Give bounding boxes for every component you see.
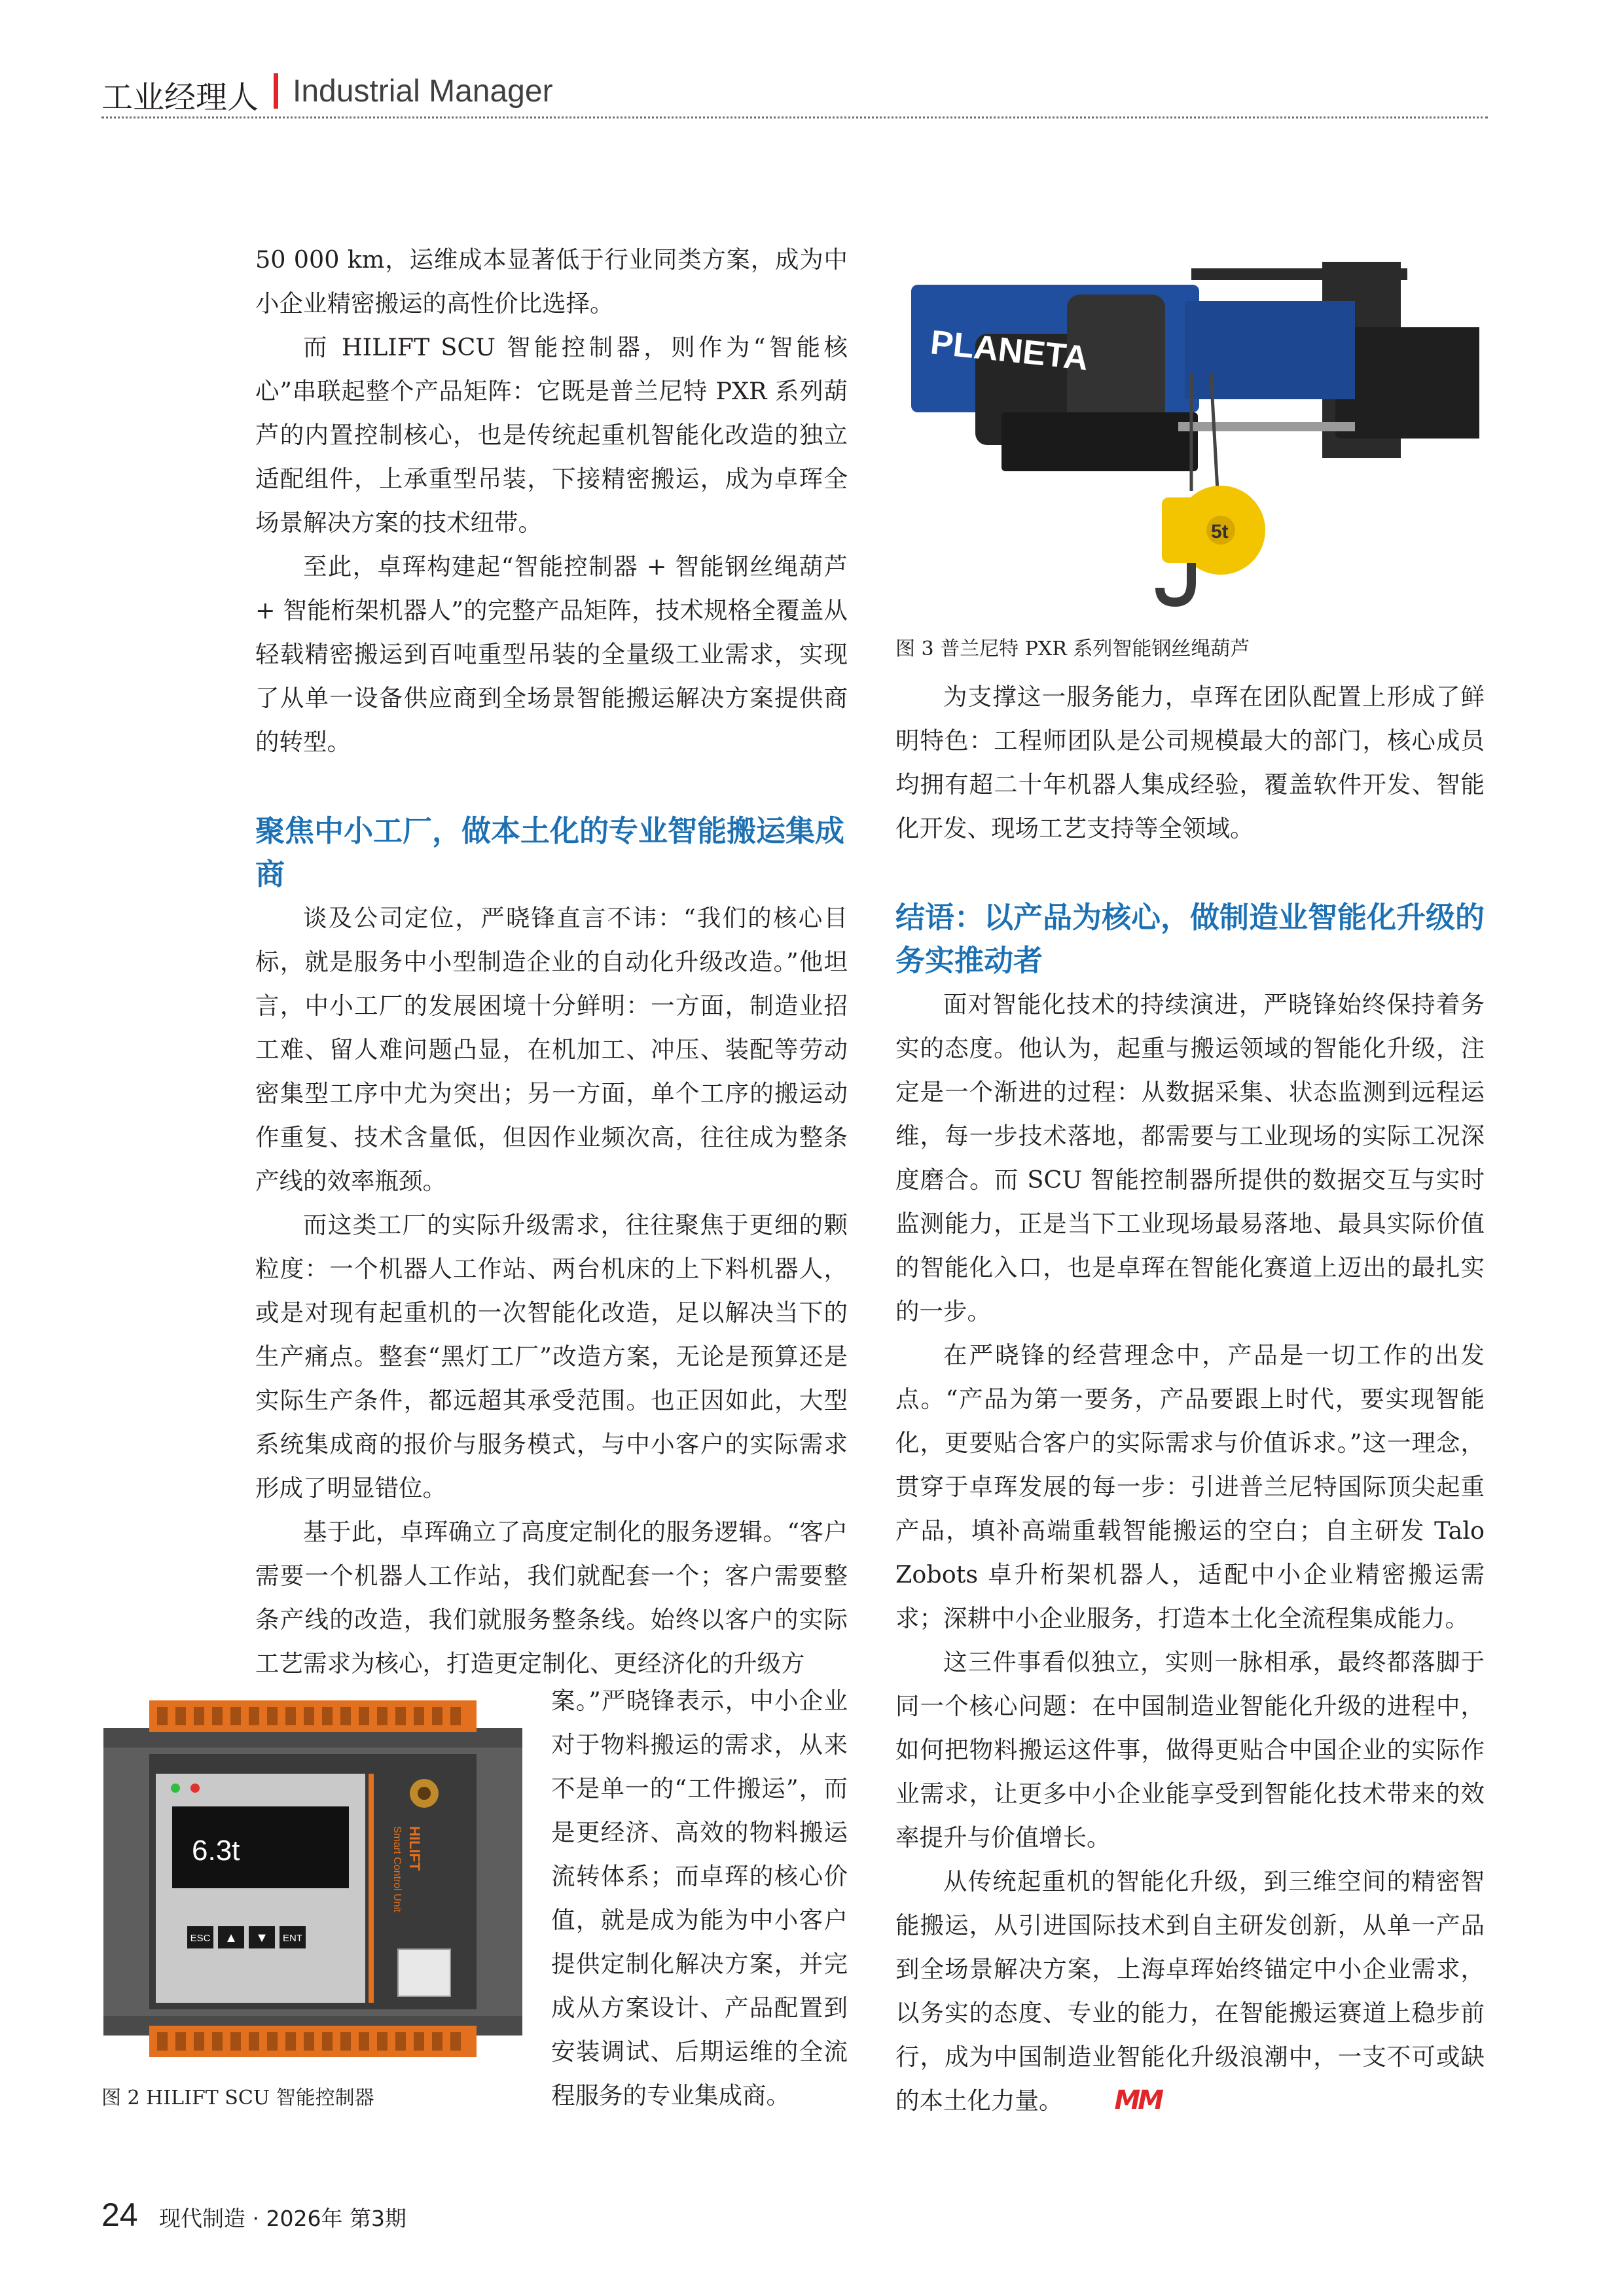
left-column-wrap-text [551, 1679, 848, 2117]
paragraph: 这三件事看似独立，实则一脉相承，最终都落脚于同一个核心问题：在中国制造业智能化升级的进程中，如何把物料搬运这件事，做得更贴合中国企业的实际作业需求，让更多中小企业能享受到智能化技术带来的效率提升与价值增长。 [895, 1648, 1485, 1852]
end-mark-logo: MM [1114, 2085, 1162, 2115]
paragraph: 而 HILIFT SCU 智能控制器，则作为“智能核心”串联起整个产品矩阵：它既是普兰尼特 PXR 系列葫芦的内置控制核心，也是传统起重机智能化改造的独立适配组件，上承重型吊装，下接精密搬运，成为卓珲全场景解决方案的技术纽带。 [255, 333, 848, 537]
page-header [101, 71, 1483, 118]
controller-button-down: ▼ [255, 1931, 268, 1945]
controller-button-ent: ENT [283, 1933, 302, 1944]
page-number: 24 [101, 2197, 138, 2233]
controller-brand: HILIFT [406, 1826, 423, 1871]
controller-button-up: ▲ [225, 1931, 238, 1945]
figure-2-controller-image [103, 1689, 522, 2068]
controller-button-esc: ESC [190, 1933, 211, 1944]
paragraph: 谈及公司定位，严晓锋直言不讳：“我们的核心目标，就是服务中小型制造企业的自动化升级改造。”他坦言，中小工厂的发展困境十分鲜明：一方面，制造业招工难、留人难问题凸显，在机加工、冲压、装配等劳动密集型工序中尤为突出；另一方面，单个工序的搬运动作重复、技术含量低，但因作业频次高，往往成为整条产线的效率瓶颈。 [255, 904, 848, 1195]
paragraph: 为支撑这一服务能力，卓珲在团队配置上形成了鲜明特色：工程师团队是公司规模最大的部门，核心成员均拥有超二十年机器人集成经验，覆盖软件开发、智能化开发、现场工艺支持等全领域。 [895, 683, 1485, 842]
paragraph: 案。”严晓锋表示，中小企业对于物料搬运的需求，从来不是单一的“工件搬运”，而是更经济、高效的物料搬运流转体系；而卓珲的核心价值，就是成为能为中小客户提供定制化解决方案，并完成从方案设计、产品配置到安装调试、后期运维的全流程服务的专业集成商。 [551, 1687, 848, 2109]
paragraph: 在严晓锋的经营理念中，产品是一切工作的出发点。“产品为第一要务，产品要跟上时代，要实现智能化，更要贴合客户的实际需求与价值诉求。”这一理念，贯穿于卓珲发展的每一步：引进普兰尼特国际顶尖起重产品，填补高端重载智能搬运的空白；自主研发 Talo Zobots 卓升桁架机器人，适配中小企业精密搬运需求；深耕中小企业服务，打造本土化全流程集成能力。 [895, 1341, 1485, 1632]
paragraph: 面对智能化技术的持续演进，严晓锋始终保持着务实的态度。他认为，起重与搬运领域的智能化升级，注定是一个渐进的过程：从数据采集、状态监测到远程运维，每一步技术落地，都需要与工业现场的实际工况深度磨合。而 SCU 智能控制器所提供的数据交互与实时监测能力，正是当下工业现场最易落地、最具实际价值的智能化入口，也是卓珲在智能化赛道上迈出的最扎实的一步。 [895, 990, 1485, 1325]
header-divider [274, 73, 278, 109]
header-title-en: Industrial Manager [293, 74, 553, 109]
paragraph: 基于此，卓珲确立了高度定制化的服务逻辑。“客户需要一个机器人工作站，我们就配套一个；客户需要整条产线的改造，我们就服务整条线。始终以客户的实际工艺需求为核心，打造更定制化、更经济化的升级方 [255, 1518, 848, 1677]
hoist-brand: PLANETA [928, 323, 1091, 378]
paragraph-text: 从传统起重机的智能化升级，到三维空间的精密智能搬运，从引进国际技术到自主研发创新，从单一产品到全场景解决方案，上海卓珲始终锚定中小企业需求，以务实的态度、专业的能力，在智能搬运赛道上稳步前行，成为中国制造业智能化升级浪潮中，一支不可或缺的本土化力量。 [895, 1867, 1485, 2115]
paragraph [895, 1859, 1485, 2123]
magazine-issue: 现代制造 · 2026年 第3期 [159, 2206, 406, 2231]
figure-3-caption: 图 3 普兰尼特 PXR 系列智能钢丝绳葫芦 [895, 637, 1250, 660]
figure-2-caption: 图 2 HILIFT SCU 智能控制器 [101, 2087, 374, 2109]
paragraph: 50 000 km，运维成本显著低于行业同类方案，成为中小企业精密搬运的高性价比选择。 [255, 245, 848, 317]
controller-subtitle: Smart Control Unit [391, 1826, 403, 1912]
paragraph: 而这类工厂的实际升级需求，往往聚焦于更细的颗粒度：一个机器人工作站、两台机床的上下料机器人，或是对现有起重机的一次智能化改造，足以解决当下的生产痛点。整套“黑灯工厂”改造方案，无论是预算还是实际生产条件，都远超其承受范围。也正因如此，大型系统集成商的报价与服务模式，与中小客户的实际需求形成了明显错位。 [255, 1211, 848, 1502]
paragraph: 至此，卓珲构建起“智能控制器 + 智能钢丝绳葫芦 + 智能桁架机器人”的完整产品矩阵，技术规格全覆盖从轻载精密搬运到百吨重型吊装的全量级工业需求，实现了从单一设备供应商到全场景智能搬运解决方案提供商的转型。 [255, 552, 848, 756]
right-column [895, 675, 1485, 2123]
section-heading: 结语：以产品为核心，做制造业智能化升级的务实推动者 [895, 900, 1485, 978]
header-title-zh: 工业经理人 [101, 79, 259, 116]
figure-3-hoist-image [903, 255, 1479, 622]
section-heading: 聚焦中小工厂，做本土化的专业智能搬运集成商 [255, 814, 845, 891]
hoist-load-label: 5t [1211, 521, 1229, 543]
header-rule [101, 117, 1488, 118]
controller-display-value: 6.3t [192, 1835, 240, 1867]
left-column [255, 238, 848, 1685]
